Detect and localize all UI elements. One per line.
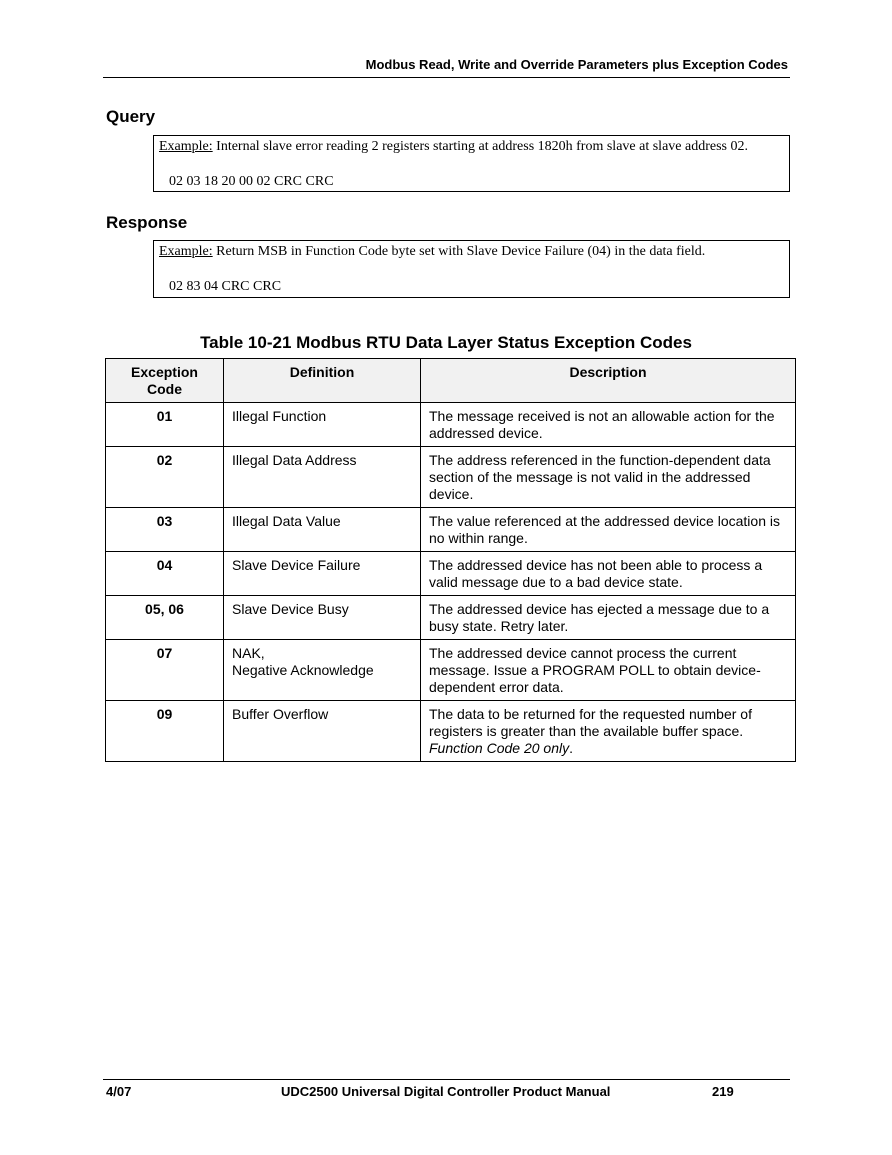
table-row bbox=[106, 508, 796, 552]
row-description-note: Function Code 20 only bbox=[429, 740, 570, 756]
page-header-title: Modbus Read, Write and Override Parameters plus Exception Codes bbox=[365, 57, 788, 72]
footer-rule bbox=[103, 1079, 790, 1080]
response-heading: Response bbox=[106, 213, 188, 232]
row-description: The message received is not an allowable action for the addressed device. bbox=[421, 403, 796, 447]
footer-date: 4/07 bbox=[106, 1084, 132, 1099]
table-caption: Table 10-21 Modbus RTU Data Layer Status Exception Codes bbox=[200, 333, 692, 352]
row-definition: Buffer Overflow bbox=[224, 701, 421, 762]
row-definition: Slave Device Busy bbox=[224, 596, 421, 640]
query-heading: Query bbox=[106, 107, 156, 126]
response-example-box bbox=[153, 240, 790, 298]
header-description: Description bbox=[421, 359, 796, 403]
table-row bbox=[106, 640, 796, 701]
query-example-box bbox=[153, 135, 790, 192]
table-row bbox=[106, 552, 796, 596]
query-example-description: Internal slave error reading 2 registers starting at address 1820h from slave at slave address 02. bbox=[212, 139, 748, 154]
row-description-text: The data to be returned for the requested number of registers is greater than the available buffer space. bbox=[429, 706, 752, 739]
query-bytes: 02 03 18 20 00 02 CRC CRC bbox=[169, 174, 334, 189]
table-row bbox=[106, 403, 796, 447]
row-description-tail: . bbox=[569, 740, 573, 756]
table-row bbox=[106, 447, 796, 508]
row-description bbox=[421, 701, 796, 762]
response-example-label: Example: bbox=[159, 244, 213, 259]
row-code: 09 bbox=[106, 701, 224, 762]
row-description: The addressed device has ejected a message due to a busy state. Retry later. bbox=[421, 596, 796, 640]
row-definition: Illegal Data Value bbox=[224, 508, 421, 552]
row-code: 05, 06 bbox=[106, 596, 224, 640]
row-code: 07 bbox=[106, 640, 224, 701]
table-header-row bbox=[106, 359, 796, 403]
row-description: The value referenced at the addressed device location is no within range. bbox=[421, 508, 796, 552]
exception-codes-table bbox=[105, 358, 796, 762]
row-code: 04 bbox=[106, 552, 224, 596]
row-code: 03 bbox=[106, 508, 224, 552]
row-code: 02 bbox=[106, 447, 224, 508]
header-exception-code: Exception Code bbox=[106, 359, 224, 403]
table-row bbox=[106, 701, 796, 762]
header-rule bbox=[103, 77, 790, 78]
row-code: 01 bbox=[106, 403, 224, 447]
row-description: The addressed device has not been able to process a valid message due to a bad device state. bbox=[421, 552, 796, 596]
row-definition-line2: Negative Acknowledge bbox=[232, 662, 374, 678]
row-description: The address referenced in the function-dependent data section of the message is not valid in the addressed device. bbox=[421, 447, 796, 508]
footer-manual-title: UDC2500 Universal Digital Controller Product Manual bbox=[281, 1084, 611, 1099]
response-bytes: 02 83 04 CRC CRC bbox=[169, 279, 282, 294]
response-example-description: Return MSB in Function Code byte set with Slave Device Failure (04) in the data field. bbox=[212, 244, 706, 259]
row-definition bbox=[224, 640, 421, 701]
row-definition-line1: NAK, bbox=[232, 645, 265, 661]
table-row bbox=[106, 596, 796, 640]
query-example-label: Example: bbox=[159, 139, 213, 154]
query-example-text bbox=[159, 139, 748, 155]
row-definition: Illegal Function bbox=[224, 403, 421, 447]
row-definition: Slave Device Failure bbox=[224, 552, 421, 596]
row-definition: Illegal Data Address bbox=[224, 447, 421, 508]
response-example-text bbox=[159, 244, 705, 260]
footer-page-number: 219 bbox=[712, 1084, 734, 1099]
row-description: The addressed device cannot process the current message. Issue a PROGRAM POLL to obtain device-dependent error data. bbox=[421, 640, 796, 701]
header-definition: Definition bbox=[224, 359, 421, 403]
